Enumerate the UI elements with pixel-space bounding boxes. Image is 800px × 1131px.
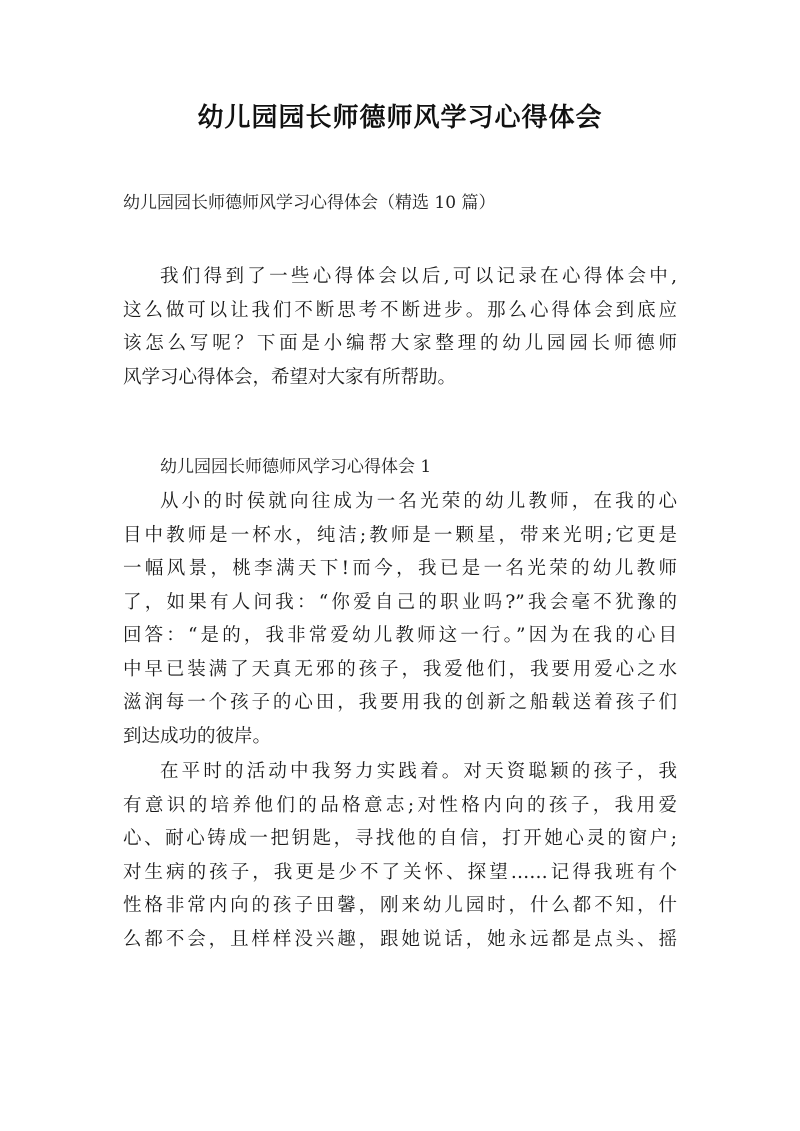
body-paragraph-2 (123, 755, 677, 956)
paragraph-line: 回答：“是的，我非常爱幼儿教师这一行。”因为在我的心目 (123, 625, 677, 646)
document-subtitle: 幼儿园园长师德师风学习心得体会（精选 10 篇） (123, 193, 496, 213)
intro-line: 风学习心得体会，希望对大家有所帮助。 (123, 366, 457, 388)
paragraph-line: 性格非常内向的孩子田馨，刚来幼儿园时，什么都不知，什 (123, 895, 677, 916)
paragraph-line: 在平时的活动中我努力实践着。对天资聪颖的孩子，我 (160, 761, 677, 782)
intro-line: 这么做可以让我们不断思考不断进步。那么心得体会到底应 (123, 299, 677, 321)
intro-line: 我们得到了一些心得体会以后,可以记录在心得体会中, (160, 266, 677, 287)
document-title: 幼儿园园长师德师风学习心得体会 (197, 103, 603, 133)
intro-line: 该怎么写呢？下面是小编帮大家整理的幼儿园园长师德师 (123, 333, 677, 354)
paragraph-line: 目中教师是一杯水，纯洁;教师是一颗星，带来光明;它更是 (123, 524, 677, 546)
paragraph-line: 从小的时侯就向往成为一名光荣的幼儿教师，在我的心 (160, 491, 677, 512)
paragraph-line: 中早已装满了天真无邪的孩子，我爱他们，我要用爱心之水 (123, 658, 677, 680)
paragraph-line: 有意识的培养他们的品格意志;对性格内向的孩子，我用爱 (123, 794, 677, 816)
paragraph-line: 一幅风景，桃李满天下!而今，我已是一名光荣的幼儿教师 (123, 558, 677, 579)
body-paragraph-1 (123, 485, 677, 753)
paragraph-line: 了，如果有人问我：“你爱自己的职业吗?”我会毫不犹豫的 (123, 591, 677, 613)
paragraph-line: 心、耐心铸成一把钥匙，寻找他的自信，打开她心灵的窗户; (123, 828, 677, 849)
paragraph-line: 对生病的孩子，我更是少不了关怀、探望……记得我班有个 (123, 861, 677, 883)
intro-paragraph (123, 260, 677, 394)
paragraph-line: 么都不会，且样样没兴趣，跟她说话，她永远都是点头、摇 (123, 928, 677, 950)
paragraph-line: 到达成功的彼岸。 (123, 725, 272, 747)
paragraph-line: 滋润每一个孩子的心田，我要用我的创新之船载送着孩子们 (123, 692, 677, 713)
section-heading: 幼儿园园长师德师风学习心得体会 1 (160, 457, 432, 477)
